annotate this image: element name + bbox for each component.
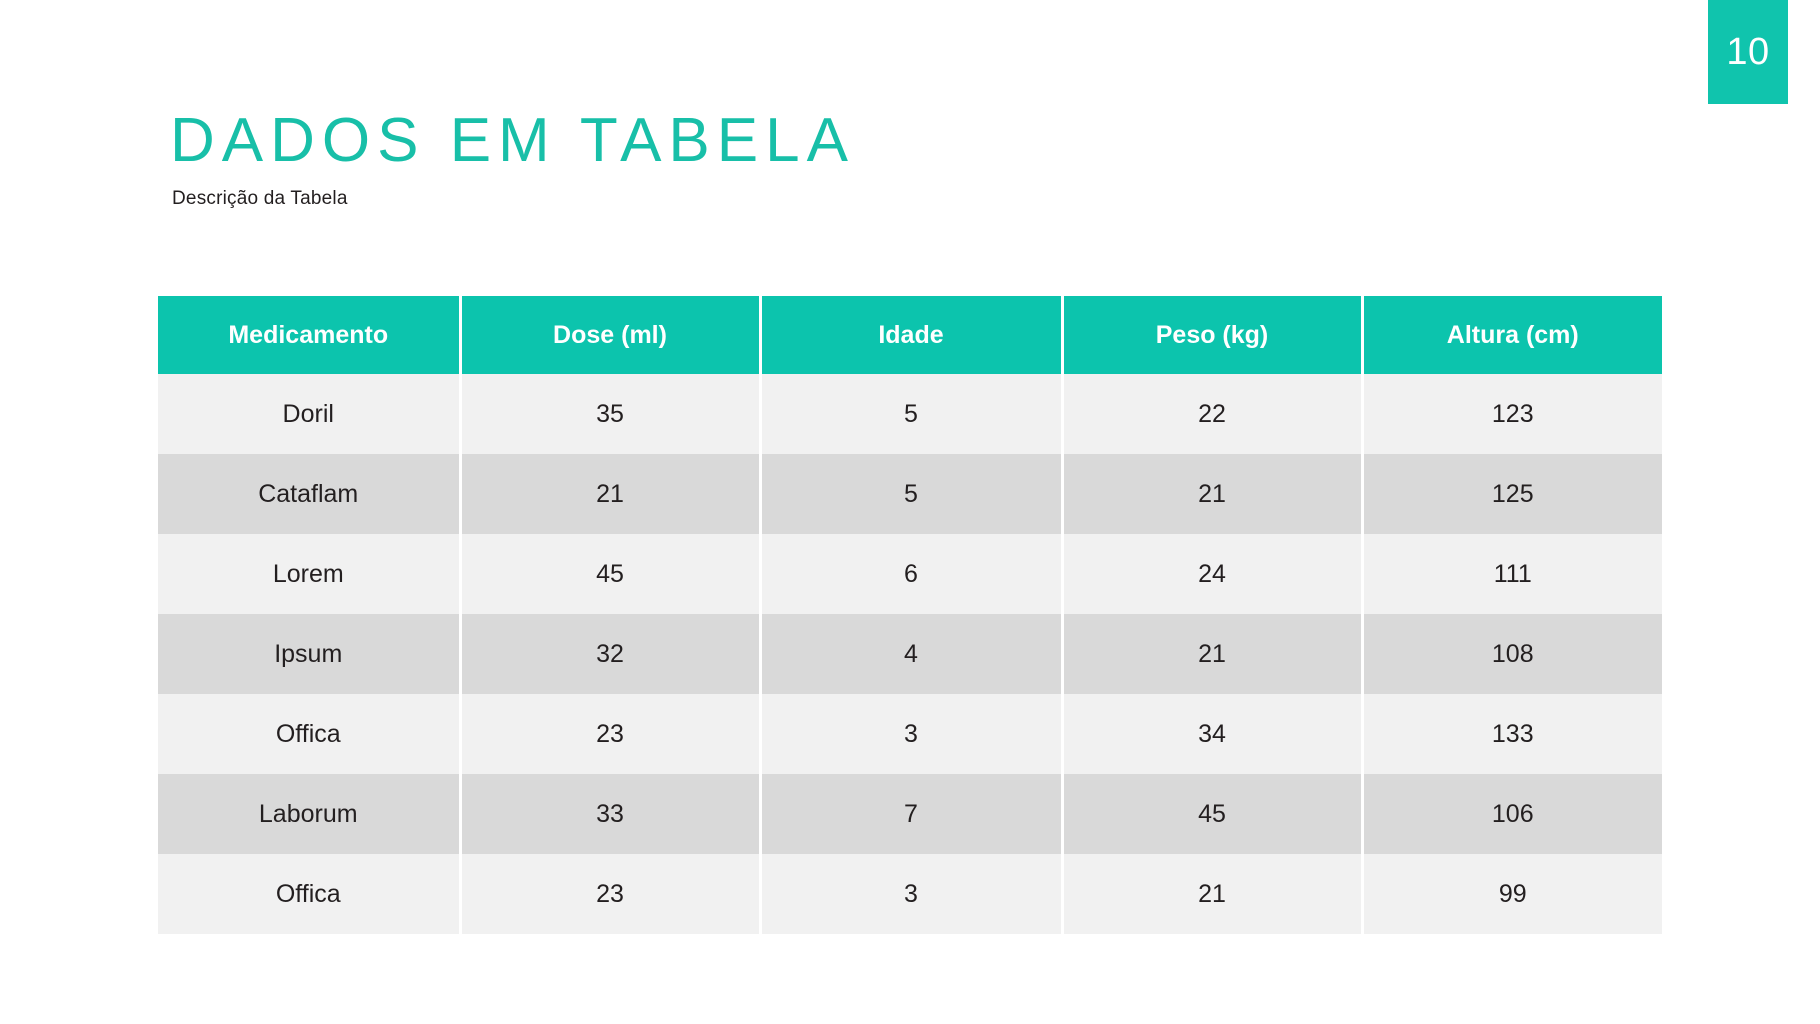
data-table: [158, 296, 1662, 934]
table-cell: 125: [1362, 454, 1662, 534]
table-cell: 5: [760, 374, 1062, 454]
column-header-idade: Idade: [760, 296, 1062, 374]
page-number-badge: 10: [1708, 0, 1788, 104]
table-cell: 133: [1362, 694, 1662, 774]
column-header-peso: Peso (kg): [1062, 296, 1362, 374]
table-row: [158, 374, 1662, 454]
table-cell: 6: [760, 534, 1062, 614]
column-header-altura: Altura (cm): [1362, 296, 1662, 374]
table-cell: 7: [760, 774, 1062, 854]
table-cell: 21: [1062, 854, 1362, 934]
table-cell: Laborum: [158, 774, 460, 854]
table-cell: 45: [460, 534, 760, 614]
table-row: [158, 614, 1662, 694]
table-cell: 34: [1062, 694, 1362, 774]
table-cell: 33: [460, 774, 760, 854]
table-cell: Offica: [158, 854, 460, 934]
table-body: [158, 374, 1662, 934]
table-cell: 99: [1362, 854, 1662, 934]
table-cell: 21: [460, 454, 760, 534]
table-cell: 21: [1062, 614, 1362, 694]
table-cell: 23: [460, 854, 760, 934]
table-cell: 22: [1062, 374, 1362, 454]
table-row: [158, 774, 1662, 854]
table-cell: 106: [1362, 774, 1662, 854]
page-title: DADOS EM TABELA: [170, 106, 855, 175]
table-cell: 108: [1362, 614, 1662, 694]
table-cell: Offica: [158, 694, 460, 774]
table-cell: 3: [760, 694, 1062, 774]
table-cell: 45: [1062, 774, 1362, 854]
page-subtitle: Descrição da Tabela: [172, 188, 348, 209]
table-cell: 23: [460, 694, 760, 774]
table-cell: 24: [1062, 534, 1362, 614]
table-cell: 4: [760, 614, 1062, 694]
column-header-dose: Dose (ml): [460, 296, 760, 374]
table-row: [158, 694, 1662, 774]
table-cell: Doril: [158, 374, 460, 454]
column-header-medicamento: Medicamento: [158, 296, 460, 374]
table-row: [158, 534, 1662, 614]
data-table-container: [158, 296, 1662, 934]
table-header-row: [158, 296, 1662, 374]
table-cell: 35: [460, 374, 760, 454]
table-cell: 5: [760, 454, 1062, 534]
table-cell: Cataflam: [158, 454, 460, 534]
table-cell: 21: [1062, 454, 1362, 534]
table-cell: 3: [760, 854, 1062, 934]
table-row: [158, 854, 1662, 934]
table-cell: 111: [1362, 534, 1662, 614]
table-cell: Ipsum: [158, 614, 460, 694]
table-row: [158, 454, 1662, 534]
table-cell: 32: [460, 614, 760, 694]
table-cell: 123: [1362, 374, 1662, 454]
table-header: [158, 296, 1662, 374]
table-cell: Lorem: [158, 534, 460, 614]
